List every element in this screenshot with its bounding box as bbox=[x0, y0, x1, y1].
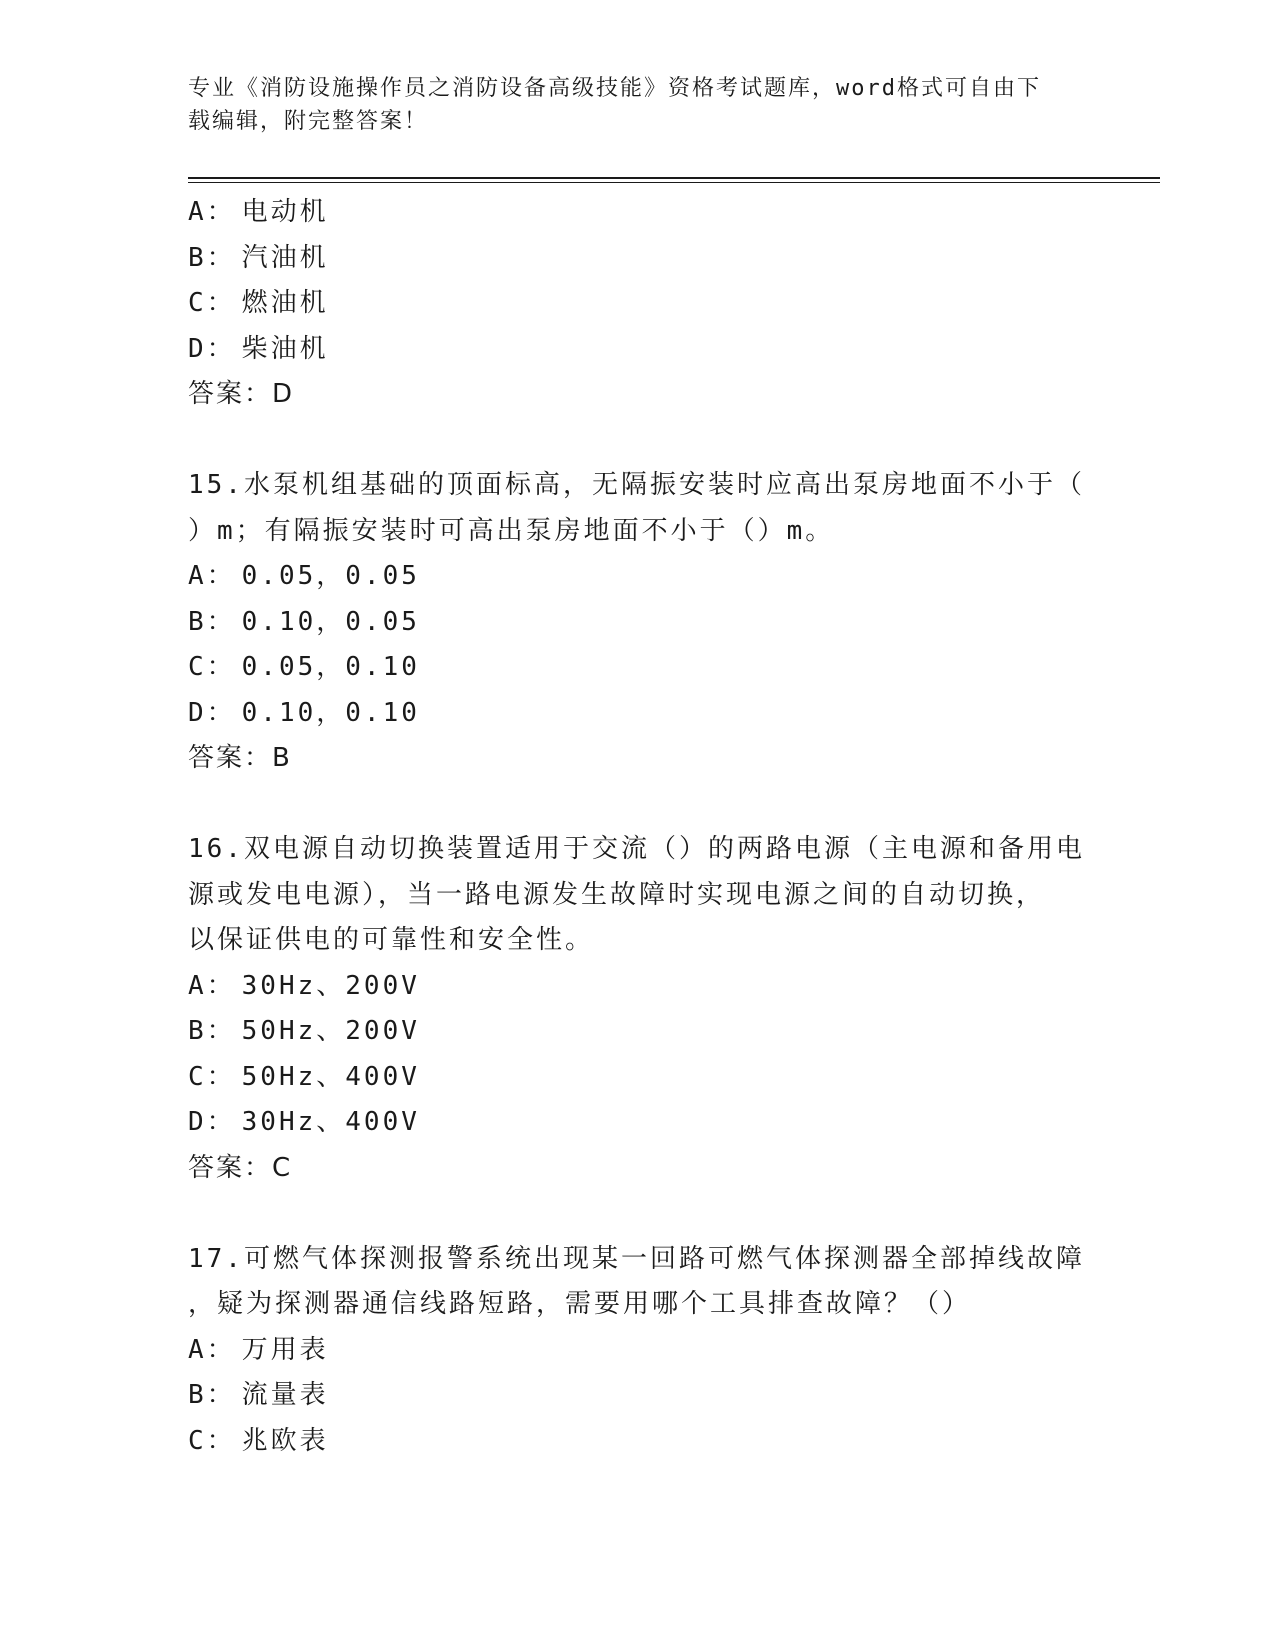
spacer bbox=[188, 418, 1088, 464]
header-line: 专业《消防设施操作员之消防设备高级技能》资格考试题库，word格式可自由下 bbox=[188, 76, 1041, 101]
option-label: B： bbox=[188, 606, 236, 637]
option-text: 汽油机 bbox=[241, 242, 329, 273]
option-label: B： bbox=[188, 1016, 236, 1046]
option-b bbox=[188, 1373, 1088, 1419]
option-text: 0.05，0.05 bbox=[241, 561, 420, 591]
option-label: C： bbox=[188, 1425, 236, 1456]
question-line: 源或发电电源），当一路电源发生故障时实现电源之间的自动切换， bbox=[188, 879, 1046, 910]
header-divider-thin bbox=[188, 182, 1160, 183]
option-c bbox=[188, 1419, 1088, 1465]
option-label: A： bbox=[188, 197, 236, 227]
option-label: C： bbox=[188, 652, 236, 682]
option-c bbox=[188, 645, 1088, 691]
option-b bbox=[188, 600, 1088, 646]
option-d bbox=[188, 327, 1088, 373]
option-label: C： bbox=[188, 1061, 236, 1092]
header-divider-thick bbox=[188, 177, 1160, 179]
option-a bbox=[188, 964, 1088, 1010]
option-text: 30Hz、400V bbox=[241, 1107, 420, 1137]
option-b bbox=[188, 236, 1088, 282]
option-label: D： bbox=[188, 333, 236, 364]
option-text: 50Hz、200V bbox=[241, 1016, 420, 1046]
option-text: 燃油机 bbox=[241, 288, 329, 318]
option-a bbox=[188, 190, 1088, 236]
spacer bbox=[188, 1191, 1088, 1237]
option-label: A： bbox=[188, 970, 236, 1001]
question-text bbox=[188, 463, 1088, 554]
option-text: 0.10，0.05 bbox=[241, 606, 420, 637]
question-block-16 bbox=[188, 827, 1088, 1191]
option-text: 30Hz、200V bbox=[241, 970, 420, 1001]
question-block-15 bbox=[188, 463, 1088, 782]
option-label: D： bbox=[188, 697, 236, 728]
option-text: 0.10，0.10 bbox=[241, 697, 420, 728]
option-label: B： bbox=[188, 242, 236, 273]
answer-line: 答案：B bbox=[188, 743, 292, 773]
question-line: 15.水泵机组基础的顶面标高，无隔振安装时应高出泵房地面不小于（ bbox=[188, 470, 1085, 500]
question-line: 以保证供电的可靠性和安全性。 bbox=[188, 925, 595, 955]
option-text: 电动机 bbox=[241, 197, 329, 227]
question-block-continued bbox=[188, 190, 1088, 418]
spacer bbox=[188, 782, 1088, 828]
question-line: ，疑为探测器通信线路短路，需要用哪个工具排查故障？（） bbox=[188, 1289, 972, 1319]
document-header bbox=[188, 72, 1088, 138]
option-label: C： bbox=[188, 288, 236, 318]
question-line: ）m；有隔振安装时可高出泵房地面不小于（）m。 bbox=[188, 515, 835, 546]
option-text: 50Hz、400V bbox=[241, 1061, 420, 1092]
option-label: B： bbox=[188, 1380, 236, 1410]
option-d bbox=[188, 691, 1088, 737]
option-c bbox=[188, 1055, 1088, 1101]
option-d bbox=[188, 1100, 1088, 1146]
question-content bbox=[188, 190, 1088, 1464]
option-c bbox=[188, 281, 1088, 327]
question-text bbox=[188, 827, 1088, 964]
answer-line: 答案：C bbox=[188, 1152, 293, 1183]
option-a bbox=[188, 554, 1088, 600]
question-text bbox=[188, 1237, 1088, 1328]
answer-line: 答案：D bbox=[188, 379, 295, 409]
option-label: A： bbox=[188, 1334, 236, 1365]
header-line: 载编辑，附完整答案！ bbox=[188, 109, 429, 134]
question-line: 17.可燃气体探测报警系统出现某一回路可燃气体探测器全部掉线故障 bbox=[188, 1243, 1085, 1274]
question-block-17 bbox=[188, 1237, 1088, 1465]
option-label: A： bbox=[188, 561, 236, 591]
option-text: 流量表 bbox=[241, 1380, 329, 1410]
option-text: 兆欧表 bbox=[241, 1425, 329, 1456]
option-text: 柴油机 bbox=[241, 333, 329, 364]
option-label: D： bbox=[188, 1107, 236, 1137]
question-line: 16.双电源自动切换装置适用于交流（）的两路电源（主电源和备用电 bbox=[188, 834, 1085, 864]
option-text: 0.05，0.10 bbox=[241, 652, 420, 682]
option-text: 万用表 bbox=[241, 1334, 329, 1365]
option-b bbox=[188, 1009, 1088, 1055]
option-a bbox=[188, 1328, 1088, 1374]
